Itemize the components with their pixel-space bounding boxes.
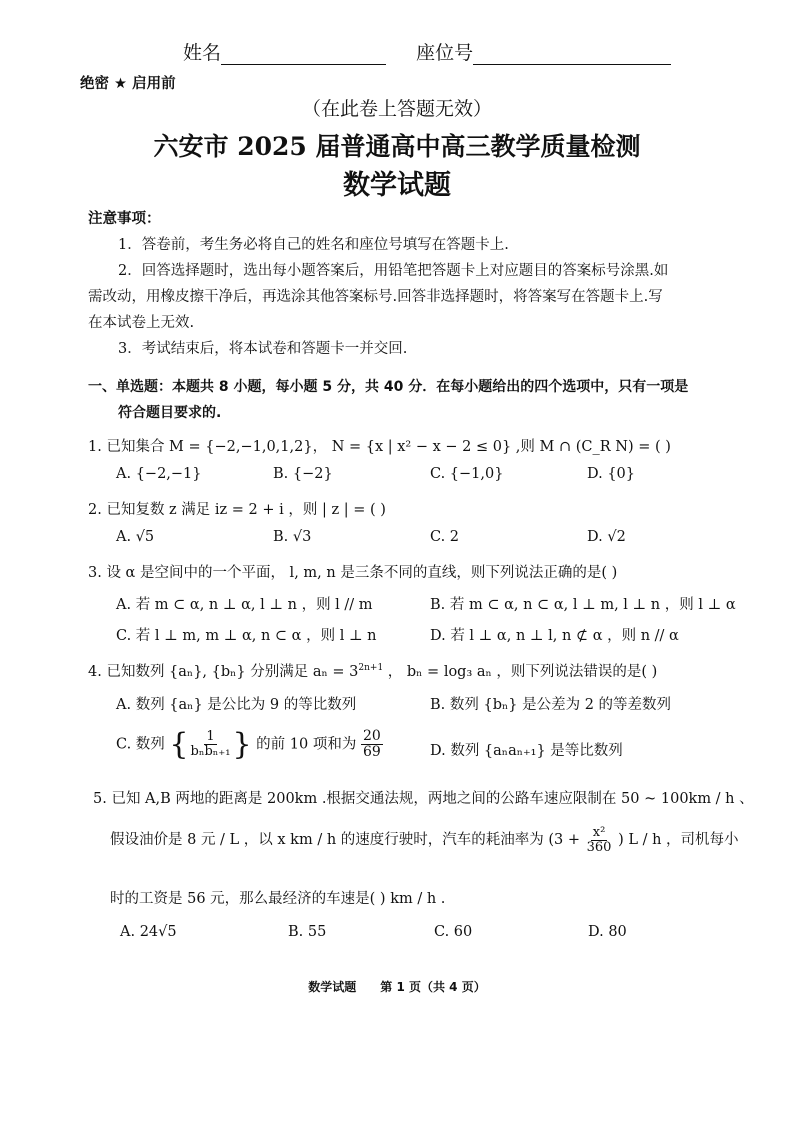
q4-option-d: D. 数列 {aₙaₙ₊₁} 是等比数列: [430, 743, 623, 759]
section1-heading-line2: 符合题目要求的.: [118, 405, 222, 421]
notes-heading: 注意事项：: [88, 211, 161, 227]
q1-stem: 1. 已知集合 M = {−2,−1,0,1,2}， N = {x | x² − x − 2 ≤ 0} ,则 M ∩ (C_R N) = ( ): [88, 439, 671, 455]
q4-option-c-fraction-den: bₙbₙ₊₁: [190, 744, 231, 759]
q4-stem: [88, 660, 657, 681]
name-blank: [221, 46, 386, 65]
invalid-notice: （在此卷上答题无效）: [301, 98, 492, 120]
q2-option-b: B. √3: [273, 529, 312, 545]
q2-option-a: A. √5: [116, 529, 155, 545]
q1-option-c: C. {−1,0}: [430, 466, 504, 482]
q4-option-c: [116, 727, 383, 762]
q4-option-c-sum-num: 20: [362, 728, 381, 745]
q5-line2-prefix: 假设油价是 8 元 / L ，以 x km / h 的速度行驶时，汽车的耗油率为 (3 +: [110, 832, 581, 849]
q4-option-c-sum-fraction: [361, 729, 383, 759]
q5-option-c: C. 60: [434, 924, 473, 940]
q4-stem-suffix: ， bₙ = log₃ aₙ ，则下列说法错误的是( ): [383, 664, 658, 680]
q5-fuel-fraction-num: x²: [592, 825, 606, 840]
q5-line2-suffix: ) L / h ，司机每小: [618, 832, 739, 849]
note-2-line2: 需改动，用橡皮擦干净后，再选涂其他答案标号.回答非选择题时，将答案写在答题卡上.写: [88, 289, 663, 305]
name-label: 姓名: [183, 42, 222, 64]
q4-stem-exponent: 2n+1: [358, 663, 384, 674]
exam-subtitle: 数学试题: [343, 170, 451, 201]
q4-stem-prefix: 4. 已知数列 {aₙ}, {bₙ} 分别满足 aₙ = 3: [88, 664, 359, 680]
left-brace-icon: {: [169, 727, 189, 762]
note-2-line3: 在本试卷上无效.: [88, 315, 195, 331]
exam-title: 六安市 2025 届普通高中高三教学质量检测: [153, 132, 641, 161]
q4-option-c-prefix: C. 数列: [116, 736, 165, 753]
q2-option-c: C. 2: [430, 529, 460, 545]
q2-option-d: D. √2: [587, 529, 626, 545]
q5-fuel-fraction-den: 360: [586, 839, 612, 855]
q3-option-c: C. 若 l ⊥ m, m ⊥ α, n ⊂ α ，则 l ⊥ n: [116, 628, 377, 644]
q5-option-d: D. 80: [588, 924, 627, 940]
q5-line3: 时的工资是 56 元，那么最经济的车速是( ) km / h .: [110, 891, 446, 907]
q4-option-c-mid: 的前 10 项和为: [256, 736, 357, 753]
q5-line2: [110, 826, 739, 854]
q1-option-b: B. {−2}: [273, 466, 333, 482]
q4-option-c-fraction: [189, 730, 233, 758]
note-2-line1: 2．回答选择题时，选出每小题答案后，用铅笔把答题卡上对应题目的答案标号涂黑.如: [118, 263, 669, 279]
q1-option-d: D. {0}: [587, 466, 636, 482]
q4-option-c-fraction-num: 1: [206, 729, 215, 745]
secret-mark: 绝密 ★ 启用前: [80, 76, 176, 92]
note-3: 3．考试结束后，将本试卷和答题卡一并交回.: [118, 341, 408, 357]
q5-fuel-fraction: [585, 826, 614, 854]
q5-option-b: B. 55: [288, 924, 327, 940]
q4-option-b: B. 数列 {bₙ} 是公差为 2 的等差数列: [430, 697, 672, 713]
seat-blank: [473, 46, 671, 65]
right-brace-icon: }: [232, 727, 252, 762]
q5-line1: 5. 已知 A,B 两地的距离是 200km .根据交通法规，两地之间的公路车速应限制在 50 ~ 100km / h 、: [93, 791, 754, 807]
q3-option-a: A. 若 m ⊂ α, n ⊥ α, l ⊥ n ，则 l // m: [116, 597, 373, 613]
seat-label: 座位号: [416, 42, 474, 64]
section1-heading-line1: 一、单选题：本题共 8 小题，每小题 5 分，共 40 分．在每小题给出的四个选项中，只有一项是: [88, 379, 689, 395]
q4-option-c-sum-den: 69: [362, 744, 381, 760]
q5-option-a: A. 24√5: [120, 924, 177, 940]
q3-option-b: B. 若 m ⊂ α, n ⊂ α, l ⊥ m, l ⊥ n ，则 l ⊥ α: [430, 597, 736, 613]
q3-stem: 3. 设 α 是空间中的一个平面， l, m, n 是三条不同的直线，则下列说法正确的是( ): [88, 565, 618, 581]
q1-option-a: A. {−2,−1}: [116, 466, 202, 482]
note-1: 1．答卷前，考生务必将自己的姓名和座位号填写在答题卡上.: [118, 237, 509, 253]
q2-stem: 2. 已知复数 z 满足 iz = 2 + i ，则 | z | = ( ): [88, 502, 386, 518]
q3-option-d: D. 若 l ⊥ α, n ⊥ l, n ⊄ α ，则 n // α: [430, 628, 679, 644]
name-field: [183, 38, 671, 65]
page-footer: 数学试题 第 1 页（共 4 页）: [308, 980, 486, 994]
q4-option-a: A. 数列 {aₙ} 是公比为 9 的等比数列: [116, 697, 357, 713]
